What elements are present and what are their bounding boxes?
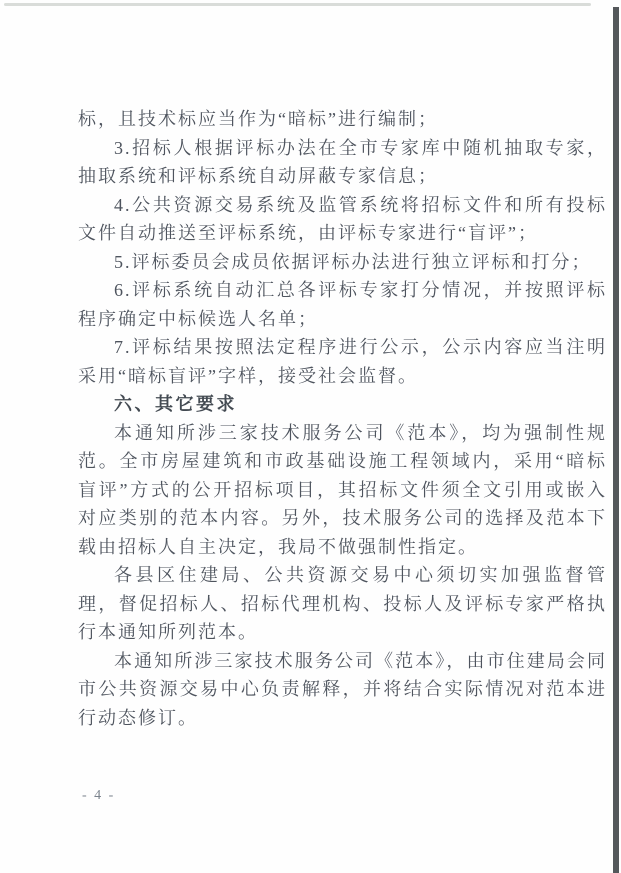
document-body bbox=[78, 105, 607, 732]
paragraph-item-6: 6.评标系统自动汇总各评标专家打分情况，并按照评标程序确定中标候选人名单； bbox=[78, 280, 607, 329]
paragraph-supervision: 各县区住建局、公共资源交易中心须切实加强监督管理，督促招标人、招标代理机构、投标人及评标专家严格执行本通知所列范本。 bbox=[78, 565, 607, 642]
scan-edge-top-line bbox=[4, 3, 591, 6]
scan-edge-right-band bbox=[613, 7, 619, 873]
paragraph-interpretation: 本通知所涉三家技术服务公司《范本》，由市住建局会同市公共资源交易中心负责解释，并将结合实际情况对范本进行动态修订。 bbox=[78, 650, 607, 728]
paragraph-continuation: 标，且技术标应当作为“暗标”进行编制； bbox=[78, 109, 438, 129]
paragraph-item-5: 5.评标委员会成员依据评标办法进行独立评标和打分； bbox=[114, 251, 592, 272]
paragraph-item-4: 4.公共资源交易系统及监管系统将招标文件和所有投标文件自动推送至评标系统，由评标专家进行“盲评”； bbox=[78, 194, 607, 243]
paragraph-mandatory-norms: 本通知所涉三家技术服务公司《范本》，均为强制性规范。全市房屋建筑和市政基础设施工程领域内，采用“暗标盲评”方式的公开招标项目，其招标文件须全文引用或嵌入对应类别的范本内容。另外，技术服务公司的选择及范本下载由招标人自主决定，我局不做强制性指定。 bbox=[78, 422, 607, 557]
paragraph-item-7: 7.评标结果按照法定程序进行公示，公示内容应当注明采用“暗标盲评”字样，接受社会监督。 bbox=[78, 337, 607, 386]
section-heading-other-requirements: 六、其它要求 bbox=[114, 394, 237, 414]
paragraph-item-3: 3.招标人根据评标办法在全市专家库中随机抽取专家，抽取系统和评标系统自动屏蔽专家信息； bbox=[78, 137, 607, 186]
page-number: - 4 - bbox=[82, 788, 116, 803]
